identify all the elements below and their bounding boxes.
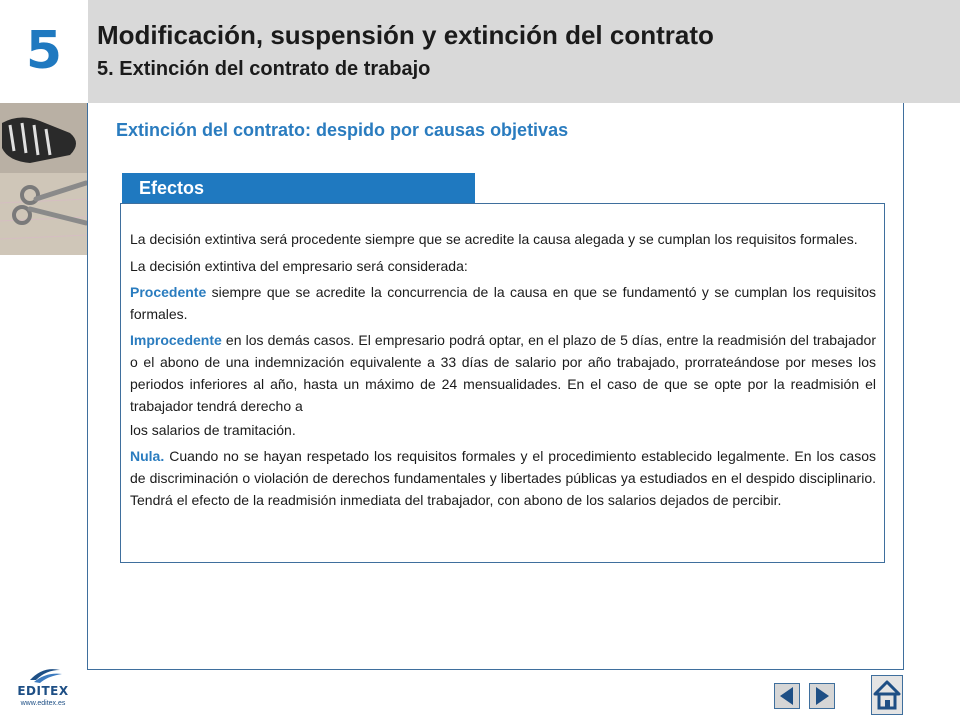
chapter-number: 5: [0, 0, 88, 103]
page-subtitle: 5. Extinción del contrato de trabajo: [97, 58, 431, 80]
page-title: Modificación, suspensión y extinción del contrato: [97, 20, 714, 50]
procedente-text: siempre que se acredite la concurrencia de la causa en que se fundamentó y se cumplan los requisitos formales.: [130, 284, 876, 322]
logo-text: EDITEX: [17, 684, 69, 698]
logo-url: www.editex.es: [20, 700, 66, 707]
tab-efectos: Efectos: [122, 173, 475, 203]
intro-paragraph: [130, 228, 876, 251]
home-button[interactable]: [871, 675, 903, 715]
hands-scissors-photo: [0, 103, 88, 255]
improcedente-continuation-text: los salarios de tramitación.: [130, 422, 296, 438]
nula-label: Nula.: [130, 448, 165, 464]
nula-paragraph: [130, 445, 876, 511]
hands-scissors-illustration: [0, 103, 88, 255]
nula-text: Cuando no se hayan respetado los requisitos formales y el procedimiento establecido legalmente. En los casos de discriminación o violación de derechos fundamentales y libertades públicas ya estudiados en el despido disciplinario. Tendrá el efecto de la readmisión inmediata del trabajador, con abono de los salarios dejados de percibir.: [130, 448, 876, 508]
intro-text-1: La decisión extintiva será procedente siempre que se acredite la causa alegada y se cumplan los requisitos formales.: [130, 231, 858, 247]
editex-logo: [8, 664, 78, 712]
next-button[interactable]: [809, 683, 835, 709]
improcedente-label: Improcedente: [130, 332, 222, 348]
improcedente-paragraph: [130, 329, 876, 417]
home-icon: [872, 676, 902, 714]
improcedente-text: en los demás casos. El empresario podrá optar, en el plazo de 5 días, entre la readmisión del trabajador o el abono de una indemnización equivalente a 33 días de salario por año trabajado, prorrateándose por meses los periodos inferiores al año, hasta un máximo de 24 mensualidades. En el caso de que se opte por la readmisión el trabajador tendrá derecho a: [130, 332, 876, 414]
editex-logo-icon: [8, 664, 78, 686]
intro-text-2: La decisión extintiva del empresario será considerada:: [130, 258, 468, 274]
next-arrow-icon: [810, 684, 834, 708]
procedente-paragraph: [130, 281, 876, 325]
previous-button[interactable]: [774, 683, 800, 709]
procedente-label: Procedente: [130, 284, 207, 300]
section-heading: Extinción del contrato: despido por causas objetivas: [116, 120, 569, 140]
improcedente-continuation: [130, 419, 876, 441]
header-band: [0, 0, 960, 103]
effects-text-box: [120, 203, 885, 563]
intro-paragraph-2: [130, 255, 876, 277]
previous-arrow-icon: [775, 684, 799, 708]
